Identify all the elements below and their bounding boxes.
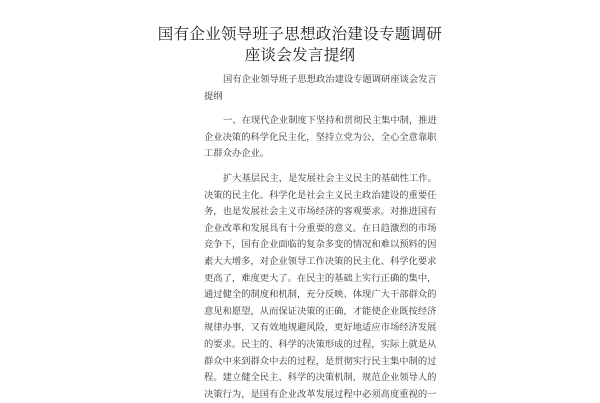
paragraph-line: 程。建立健全民主、科学的决策机制，规范企业领导人的	[204, 372, 437, 384]
paragraph-line: 决策行为，是国有企业改革发展过程中必须高度重视的一	[204, 388, 437, 400]
paragraph-line: 企业改革和发展具有十分重要的意义。在日趋激烈的市场	[204, 222, 437, 234]
paragraph-line: 扩大基层民主，是发展社会主义民主的基础性工作。	[223, 172, 437, 184]
paragraph-gap	[204, 163, 400, 171]
paragraph-line: 务，也是发展社会主义市场经济的客观要求。对推进国有	[204, 206, 437, 218]
header-line: 国有企业领导班子思想政治建设专题调研座谈会发言	[223, 74, 437, 85]
paragraph-line: 规律办事，又有效地规避风险，更好地适应市场经济发展	[204, 322, 437, 334]
header-line: 提纲	[204, 90, 223, 102]
section-line: 一、在现代企业制度下坚持和贯彻民主集中制，推进	[223, 115, 437, 127]
paragraph-line: 竞争下，国有企业面临的复杂多变的情况和难以预料的因	[204, 239, 437, 251]
section-line: 企业决策的科学化民主化，坚持立党为公，全心全意靠职	[204, 131, 437, 143]
paragraph-line: 更高了，难度更大了。在民主的基础上实行正确的集中，	[204, 272, 437, 284]
paragraph-line: 素大大增多，对企业领导工作决策的民主化、科学化要求	[204, 255, 437, 267]
paragraph-line: 群众中来到群众中去的过程，是贯彻实行民主集中制的过	[204, 355, 437, 367]
paragraph-line: 意见和愿望，从而保证决策的正确，才能使企业既按经济	[204, 305, 437, 317]
title-line: 国有企业领导班子思想政治建设专题调研	[157, 25, 443, 43]
paragraph-gap	[204, 105, 400, 113]
paragraph-line: 的要求。民主的、科学的决策形成的过程，实际上就是从	[204, 338, 437, 350]
document-body	[204, 72, 437, 403]
section-line: 工群众办企业。	[204, 148, 270, 160]
document-title	[150, 24, 450, 66]
paragraph-line: 决策的民主化、科学化是社会主义民主政治建设的重要任	[204, 189, 437, 201]
title-line: 座谈会发言提纲	[244, 46, 356, 64]
paragraph-line: 通过健全的制度和机制，充分反映、体现广大干部群众的	[204, 289, 437, 301]
